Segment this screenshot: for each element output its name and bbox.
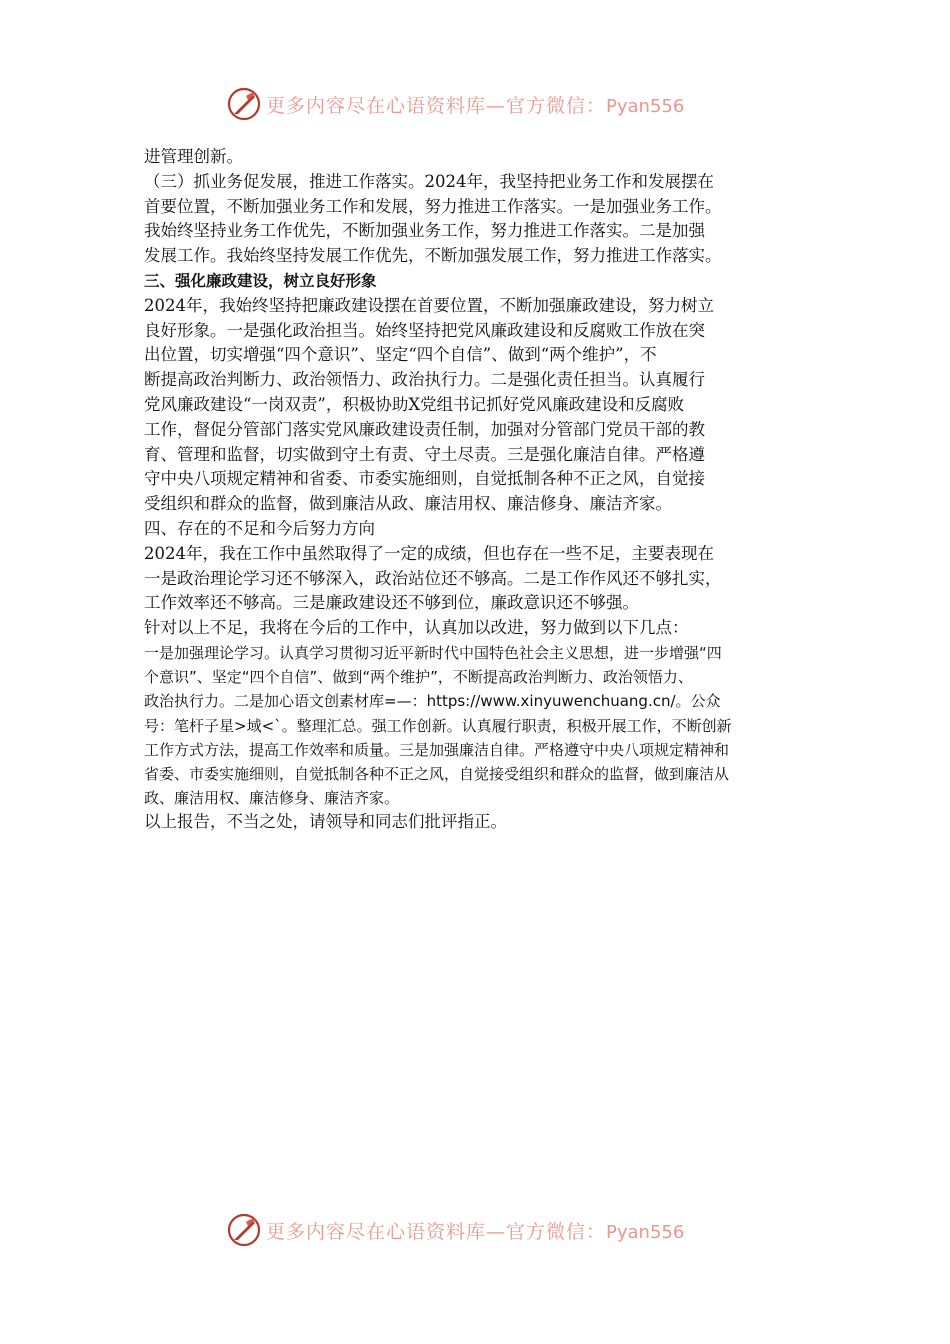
paragraph-line: 守中央八项规定精神和省委、市委实施细则，自觉抵制各种不正之风，自觉接 — [144, 469, 705, 489]
paragraph-line: 一是加强理论学习。认真学习贯彻习近平新时代中国特色社会主义思想，进一步增强“四 — [144, 643, 722, 662]
paragraph-line: 受组织和群众的监督，做到廉洁从政、廉洁用权、廉洁修身、廉洁齐家。 — [144, 494, 672, 514]
paragraph-line: 一是政治理论学习还不够深入，政治站位还不够高。二是工作作风还不够扎实， — [144, 568, 722, 588]
paragraph-line: 2024年，我在工作中虽然取得了一定的成绩，但也存在一些不足，主要表现在 — [144, 543, 714, 563]
quill-logo-icon — [226, 86, 262, 122]
quill-logo-icon — [226, 1212, 262, 1248]
paragraph-line: 良好形象。一是强化政治担当。始终坚持把党风廉政建设和反腐败工作放在突 — [144, 320, 705, 340]
paragraph-line: 政治执行力。二是加心语文创素材库=—：https://www.xinyuwenchuang.cn/。公众 — [144, 692, 721, 711]
paragraph-line: 个意识”、坚定“四个自信”、做到“两个维护”，不断提高政治判断力、政治领悟力、 — [144, 668, 693, 687]
paragraph-line: 2024年，我始终坚持把廉政建设摆在首要位置，不断加强廉政建设，努力树立 — [144, 295, 714, 315]
paragraph-line: 断提高政治判断力、政治领悟力、政治执行力。二是强化责任担当。认真履行 — [144, 370, 705, 390]
section-heading-3: 三、强化廉政建设，树立良好形象 — [144, 271, 377, 290]
header-banner — [226, 84, 726, 124]
closing-line: 以上报告，不当之处，请领导和同志们批评指正。 — [144, 812, 507, 832]
paragraph-line: 政、廉洁用权、廉洁修身、廉洁齐家。 — [144, 789, 400, 808]
paragraph-line: 进管理创新。 — [144, 147, 243, 166]
paragraph-line: 省委、市委实施细则，自觉抵制各种不正之风，自觉接受组织和群众的监督，做到廉洁从 — [144, 764, 730, 783]
paragraph-line: 号：笔杆子星>域<`。整理汇总。强工作创新。认真履行职责，积极开展工作，不断创新 — [144, 716, 732, 735]
paragraph-line: 首要位置，不断加强业务工作和发展，努力推进工作落实。一是加强业务工作。 — [144, 196, 722, 216]
footer-text: 更多内容尽在心语资料库—官方微信：Pyan556 — [266, 1220, 685, 1243]
header-text: 更多内容尽在心语资料库—官方微信：Pyan556 — [266, 94, 685, 117]
paragraph-line: 针对以上不足，我将在今后的工作中，认真加以改进，努力做到以下几点： — [144, 618, 689, 638]
paragraph-line: 工作，督促分管部门落实党风廉政建设责任制，加强对分管部门党员干部的教 — [144, 419, 705, 439]
paragraph-line: 工作效率还不够高。三是廉政建设还不够到位，廉政意识还不够强。 — [144, 593, 639, 613]
section-heading-4: 四、存在的不足和今后努力方向 — [144, 518, 375, 538]
document-body — [144, 145, 816, 835]
paragraph-line: 育、管理和监督，切实做到守土有责、守土尽责。三是强化廉洁自律。严格遵 — [144, 444, 705, 464]
paragraph-line: 出位置，切实增强“四个意识”、坚定“四个自信”、做到“两个维护”，不 — [144, 345, 657, 365]
footer-banner — [226, 1210, 726, 1250]
paragraph-line: 我始终坚持业务工作优先，不断加强业务工作，努力推进工作落实。二是加强 — [144, 221, 705, 241]
paragraph-line: 发展工作。我始终坚持发展工作优先，不断加强发展工作，努力推进工作落实。 — [144, 246, 722, 266]
paragraph-line: （三）抓业务促发展，推进工作落实。2024年，我坚持把业务工作和发展摆在 — [144, 171, 714, 191]
paragraph-line: 党风廉政建设“一岗双责”，积极协助X党组书记抓好党风廉政建设和反腐败 — [144, 394, 685, 414]
paragraph-line: 工作方式方法，提高工作效率和质量。三是加强廉洁自律。严格遵守中央八项规定精神和 — [144, 740, 730, 759]
